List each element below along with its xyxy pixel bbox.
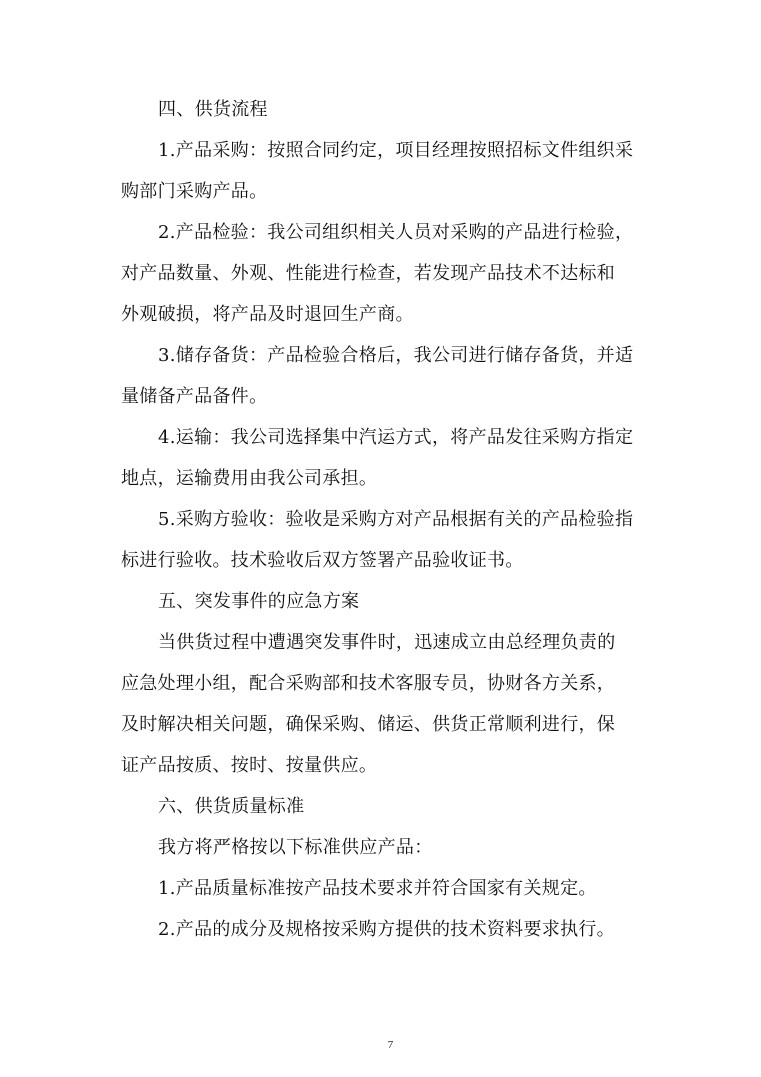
section-heading-supply-process: 四、供货流程 — [158, 99, 268, 120]
paragraph-line: 3.储存备货：产品检验合格后，我公司进行储存备货，并适 — [158, 345, 634, 366]
page-number: 7 — [387, 1039, 394, 1051]
paragraph-line: 对产品数量、外观、性能进行检查，若发现产品技术不达标和 — [121, 263, 616, 284]
paragraph-line: 标进行验收。技术验收后双方签署产品验收证书。 — [121, 550, 524, 571]
paragraph-line: 地点，运输费用由我公司承担。 — [121, 468, 378, 489]
paragraph-line: 2.产品的成分及规格按采购方提供的技术资料要求执行。 — [158, 919, 615, 940]
paragraph-line: 量储备产品备件。 — [121, 386, 268, 407]
paragraph-line: 5.采购方验收：验收是采购方对产品根据有关的产品检验指 — [158, 509, 634, 530]
paragraph-line: 当供货过程中遭遇突发事件时，迅速成立由总经理负责的 — [158, 632, 616, 653]
paragraph-line: 2.产品检验：我公司组织相关人员对采购的产品进行检验， — [158, 222, 634, 243]
paragraph-line: 我方将严格按以下标准供应产品： — [158, 837, 433, 858]
section-heading-quality-standard: 六、供货质量标准 — [158, 796, 305, 817]
paragraph-line: 外观破损，将产品及时退回生产商。 — [121, 304, 414, 325]
paragraph-line: 购部门采购产品。 — [121, 181, 268, 202]
paragraph-line: 1.产品质量标准按产品技术要求并符合国家有关规定。 — [158, 878, 597, 899]
paragraph-line: 应急处理小组，配合采购部和技术客服专员，协财各方关系， — [121, 673, 616, 694]
paragraph-line: 及时解决相关问题，确保采购、储运、供货正常顺利进行，保 — [121, 714, 616, 735]
section-heading-emergency-plan: 五、突发事件的应急方案 — [158, 591, 360, 612]
paragraph-line: 证产品按质、按时、按量供应。 — [121, 755, 378, 776]
paragraph-line: 4.运输：我公司选择集中汽运方式，将产品发往采购方指定 — [158, 427, 634, 448]
paragraph-line: 1.产品采购：按照合同约定，项目经理按照招标文件组织采 — [158, 140, 634, 161]
